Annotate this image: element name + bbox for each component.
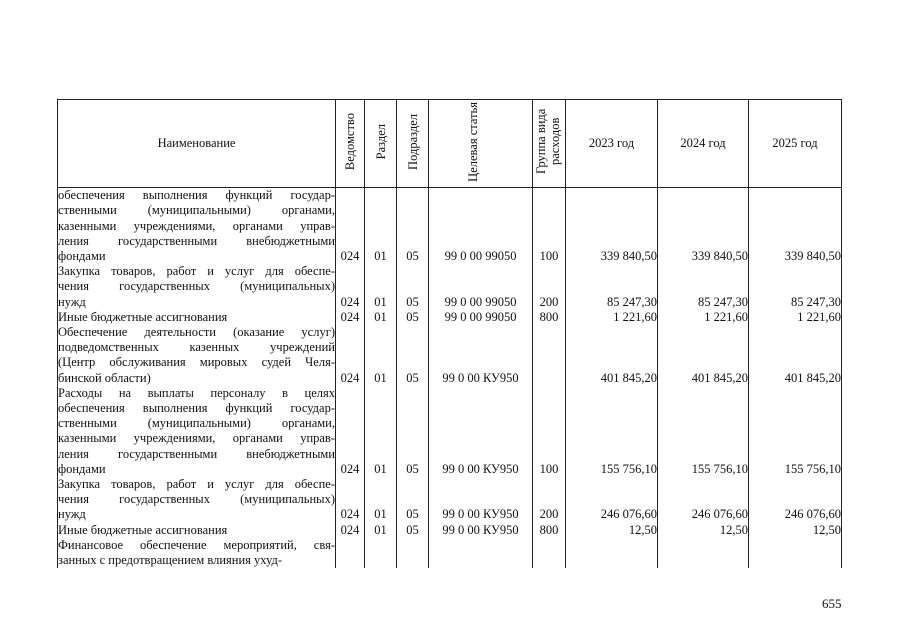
cell-y2025: 12,50: [749, 523, 842, 538]
row-name-line: Закупка товаров, работ и услуг для обеспе-: [58, 264, 335, 279]
header-vedomstvo: [336, 100, 365, 188]
cell-celevaya: 99 0 00 99050: [429, 264, 533, 310]
cell-y2023: 12,50: [566, 523, 658, 538]
header-celevaya: [429, 100, 533, 188]
row-name-line: фондами: [58, 461, 106, 476]
cell-y2023: 1 221,60: [566, 310, 658, 325]
header-razdel-label: Раздел: [373, 123, 388, 160]
table-row: [58, 477, 842, 523]
cell-gruppa: 100: [533, 386, 566, 477]
table-row: [58, 523, 842, 538]
cell-razdel: 01: [365, 386, 397, 477]
cell-celevaya: 99 0 00 99050: [429, 188, 533, 265]
header-row: [58, 100, 842, 188]
header-gruppa: [533, 100, 566, 188]
cell-y2024: 155 756,10: [658, 386, 749, 477]
cell-y2023: 246 076,60: [566, 477, 658, 523]
cell-razdel: 01: [365, 477, 397, 523]
table-row: [58, 386, 842, 477]
header-gruppa-label: Группа вида расходов: [534, 108, 562, 175]
cell-celevaya: 99 0 00 КУ950: [429, 386, 533, 477]
cell-y2023: [566, 538, 658, 568]
cell-y2023: 339 840,50: [566, 188, 658, 265]
cell-razdel: 01: [365, 523, 397, 538]
table-row: [58, 325, 842, 386]
cell-gruppa: [533, 538, 566, 568]
cell-ved: 024: [336, 310, 365, 325]
cell-y2024: 401 845,20: [658, 325, 749, 386]
cell-gruppa: 800: [533, 310, 566, 325]
table-row: [58, 264, 842, 310]
cell-podrazdel: 05: [397, 386, 429, 477]
cell-celevaya: 99 0 00 КУ950: [429, 523, 533, 538]
cell-razdel: 01: [365, 264, 397, 310]
cell-y2024: 339 840,50: [658, 188, 749, 265]
cell-celevaya: 99 0 00 КУ950: [429, 325, 533, 386]
row-name-line: казенными учреждениями, органами управ-: [58, 218, 335, 233]
cell-razdel: 01: [365, 188, 397, 265]
cell-gruppa: 800: [533, 523, 566, 538]
header-2025: 2025 год: [749, 100, 842, 188]
cell-gruppa: [533, 325, 566, 386]
row-name-line: занных с предотвращением влияния ухуд-: [58, 553, 283, 568]
row-name-line: Обеспечение деятельности (оказание услуг): [58, 325, 335, 340]
row-name-line: бинской области): [58, 370, 151, 385]
header-name: Наименование: [58, 100, 336, 188]
table-row: [58, 310, 842, 325]
header-podrazdel: [397, 100, 429, 188]
row-name-line: чения государственных (муниципальных): [58, 492, 335, 507]
cell-y2024: 85 247,30: [658, 264, 749, 310]
cell-celevaya: 99 0 00 99050: [429, 310, 533, 325]
cell-podrazdel: 05: [397, 188, 429, 265]
header-2024: 2024 год: [658, 100, 749, 188]
header-vedomstvo-label: Ведомство: [343, 112, 357, 171]
cell-ved: 024: [336, 325, 365, 386]
table-body: [58, 188, 842, 569]
cell-y2025: [749, 538, 842, 568]
row-name: [58, 188, 336, 265]
row-name-line: ления государственными внебюджетными: [58, 233, 335, 248]
row-name: [58, 325, 336, 386]
row-name-line: нужд: [58, 294, 86, 309]
header-podrazdel-label: Подраздел: [405, 113, 420, 170]
row-name-line: казенными учреждениями, органами управ-: [58, 431, 335, 446]
row-name-line: фондами: [58, 249, 106, 264]
cell-y2023: 85 247,30: [566, 264, 658, 310]
row-name-line: ственными (муниципальными) органами,: [58, 416, 335, 431]
cell-gruppa: 200: [533, 477, 566, 523]
cell-razdel: 01: [365, 325, 397, 386]
table-row: [58, 188, 842, 265]
cell-celevaya: 99 0 00 КУ950: [429, 477, 533, 523]
row-name-line: ственными (муниципальными) органами,: [58, 203, 335, 218]
cell-ved: 024: [336, 477, 365, 523]
cell-y2023: 401 845,20: [566, 325, 658, 386]
cell-podrazdel: 05: [397, 477, 429, 523]
budget-table: [57, 99, 842, 568]
cell-podrazdel: 05: [397, 325, 429, 386]
cell-y2025: 85 247,30: [749, 264, 842, 310]
cell-podrazdel: 05: [397, 264, 429, 310]
cell-y2024: 12,50: [658, 523, 749, 538]
cell-gruppa: 100: [533, 188, 566, 265]
row-name-line: ления государственными внебюджетными: [58, 446, 335, 461]
row-name-line: Финансовое обеспечение мероприятий, свя-: [58, 537, 335, 552]
cell-ved: [336, 538, 365, 568]
row-name-line: обеспечения выполнения функций государ-: [58, 401, 335, 416]
cell-celevaya: [429, 538, 533, 568]
row-name-line: Закупка товаров, работ и услуг для обеспе-: [58, 477, 335, 492]
row-name-line: нужд: [58, 507, 86, 522]
header-razdel: [365, 100, 397, 188]
cell-ved: 024: [336, 188, 365, 265]
row-name-line: обеспечения выполнения функций государ-: [58, 188, 335, 203]
header-2023: 2023 год: [566, 100, 658, 188]
header-celevaya-label: Целевая статья: [465, 101, 480, 182]
table-row: [58, 538, 842, 568]
row-name-line: Иные бюджетные ассигнования: [58, 309, 228, 324]
cell-razdel: [365, 538, 397, 568]
cell-ved: 024: [336, 386, 365, 477]
row-name-line: Расходы на выплаты персоналу в целях: [58, 385, 335, 400]
row-name: [58, 523, 336, 538]
cell-y2024: 246 076,60: [658, 477, 749, 523]
row-name: [58, 477, 336, 523]
row-name: [58, 538, 336, 568]
cell-y2023: 155 756,10: [566, 386, 658, 477]
cell-y2025: 246 076,60: [749, 477, 842, 523]
cell-y2024: [658, 538, 749, 568]
cell-gruppa: 200: [533, 264, 566, 310]
cell-ved: 024: [336, 264, 365, 310]
row-name: [58, 386, 336, 477]
page-number: 655: [822, 596, 842, 611]
cell-y2025: 401 845,20: [749, 325, 842, 386]
cell-y2025: 1 221,60: [749, 310, 842, 325]
row-name: [58, 264, 336, 310]
cell-y2025: 339 840,50: [749, 188, 842, 265]
cell-razdel: 01: [365, 310, 397, 325]
row-name-line: (Центр обслуживания мировых судей Челя-: [58, 355, 335, 370]
row-name-line: подведомственных казенных учреждений: [58, 340, 335, 355]
cell-podrazdel: 05: [397, 310, 429, 325]
cell-ved: 024: [336, 523, 365, 538]
cell-y2024: 1 221,60: [658, 310, 749, 325]
cell-podrazdel: [397, 538, 429, 568]
cell-podrazdel: 05: [397, 523, 429, 538]
row-name-line: чения государственных (муниципальных): [58, 279, 335, 294]
row-name-line: Иные бюджетные ассигнования: [58, 522, 228, 537]
cell-y2025: 155 756,10: [749, 386, 842, 477]
row-name: [58, 310, 336, 325]
